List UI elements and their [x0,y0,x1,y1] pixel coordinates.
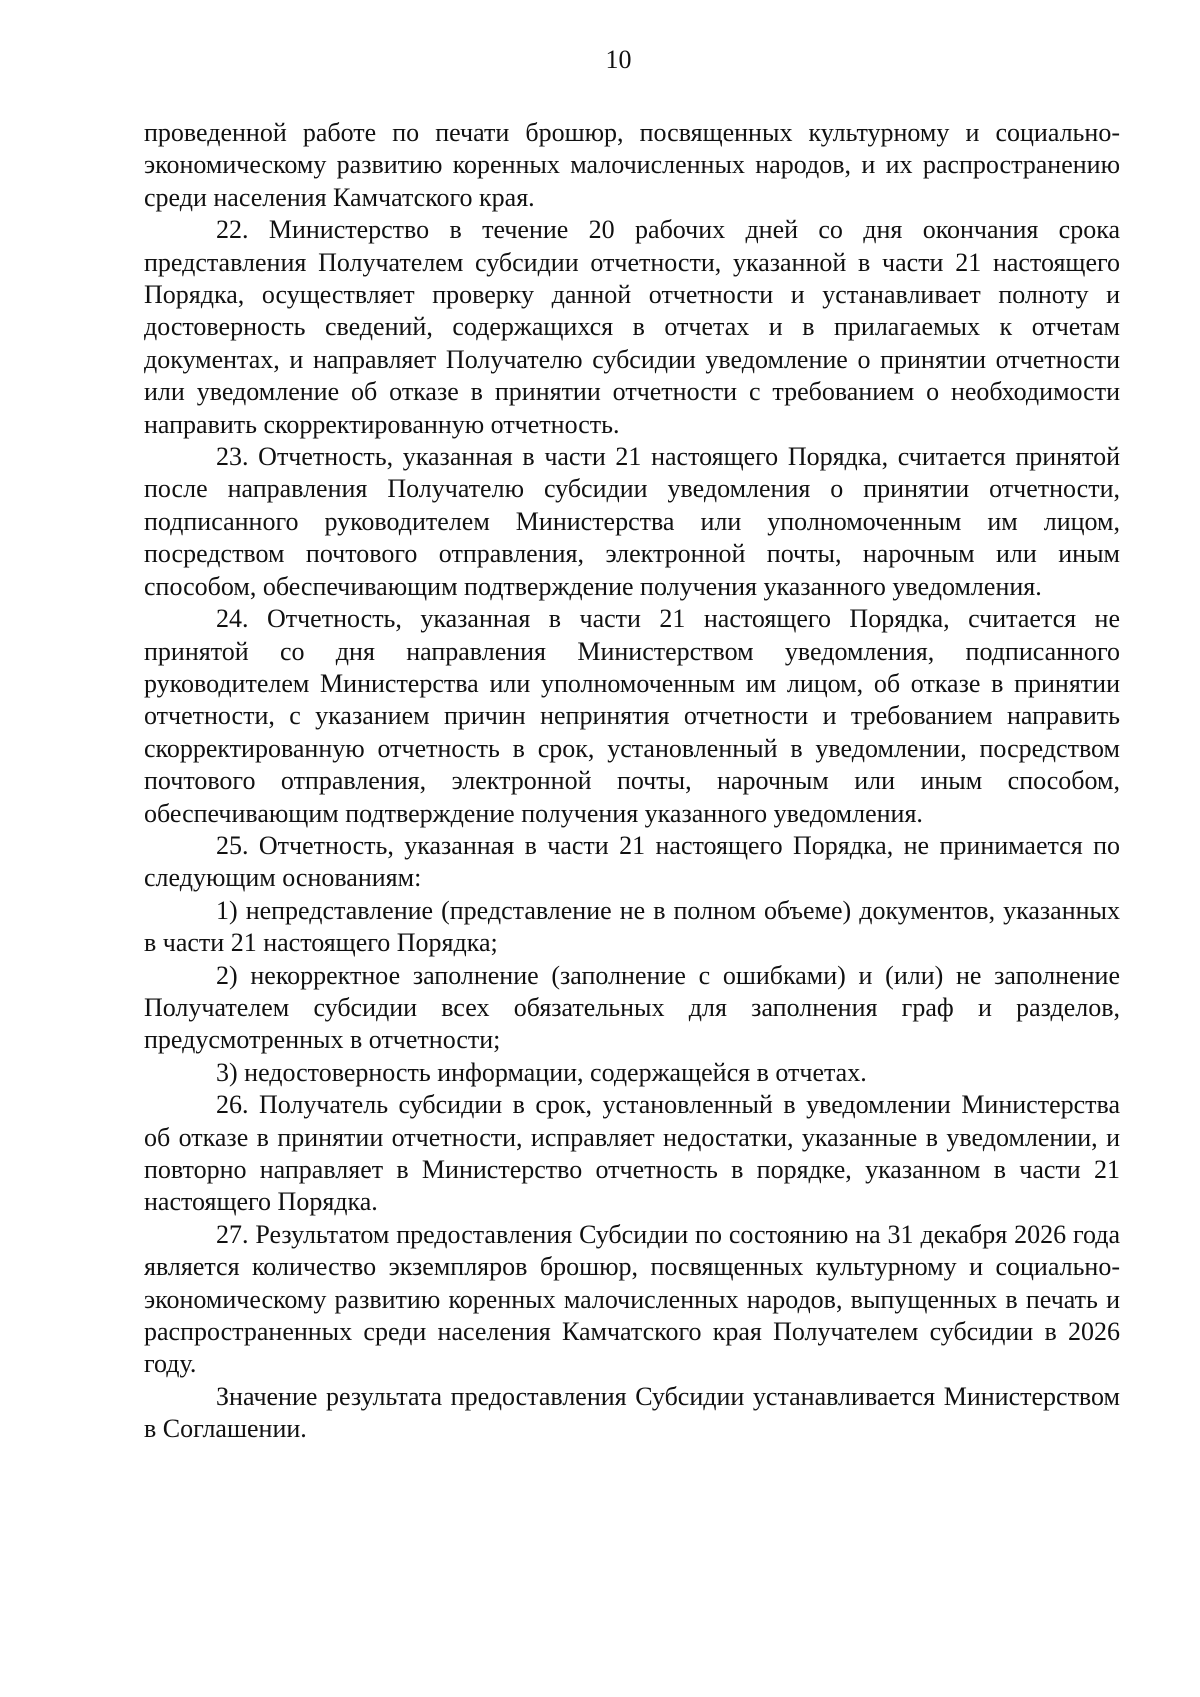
paragraph-item-27: 27. Результатом предоставления Субсидии по состоянию на 31 декабря 2026 года является количество экземпляров брошюр, посвященных культурному и социально-экономическому развитию коренных малочисленных народов, выпущенных в печать и распространенных среди населения Камчатского края Получателем субсидии в 2026 году. [144,1219,1120,1379]
paragraph-item-24: 24. Отчетность, указанная в части 21 настоящего Порядка, считается не принятой со дня направления Министерством уведомления, подписанного руководителем Министерства или уполномоченным им лицом, об отказе в принятии отчетности, с указанием причин непринятия отчетности и требованием направить скорректированную отчетность в срок, установленный в уведомлении, посредством почтового отправления, электронной почты, нарочным или иным способом, обеспечивающим подтверждение получения указанного уведомления. [144,604,1120,828]
paragraph-item-25-2: 2) некорректное заполнение (заполнение с ошибками) и (или) не заполнение Получателем субсидии всех обязательных для заполнения граф и разделов, предусмотренных в отчетности; [144,960,1120,1055]
paragraph-item-26: 26. Получатель субсидии в срок, установленный в уведомлении Министерства об отказе в принятии отчетности, исправляет недостатки, указанные в уведомлении, и повторно направляет в Министерство отчетность в порядке, указанном в части 21 настоящего Порядка. [144,1090,1120,1217]
document-body [144,117,1120,1446]
paragraph-item-23: 23. Отчетность, указанная в части 21 настоящего Порядка, считается принятой после направления Получателю субсидии уведомления о принятии отчетности, подписанного руководителем Министерства или уполномоченным им лицом, посредством почтового отправления, электронной почты, нарочным или иным способом, обеспечивающим подтверждение получения указанного уведомления. [144,442,1120,601]
paragraph-item-25-3: 3) недостоверность информации, содержащейся в отчетах. [216,1057,867,1087]
paragraph-item-27-value: Значение результата предоставления Субсидии устанавливается Министерством в Соглашении. [144,1381,1120,1444]
paragraph-item-25: 25. Отчетность, указанная в части 21 настоящего Порядка, не принимается по следующим основаниям: [144,830,1120,893]
paragraph-item-25-1: 1) непредставление (представление не в полном объеме) документов, указанных в части 21 настоящего Порядка; [144,895,1120,958]
paragraph-item-22: 22. Министерство в течение 20 рабочих дней со дня окончания срока представления Получателем субсидии отчетности, указанной в части 21 настоящего Порядка, осуществляет проверку данной отчетности и устанавливает полноту и достоверность сведений, содержащихся в отчетах и в прилагаемых к отчетам документах, и направляет Получателю субсидии уведомление о принятии отчетности или уведомление об отказе в принятии отчетности с требованием о необходимости направить скорректированную отчетность. [144,215,1120,439]
page-number: 10 [605,45,632,74]
paragraph-continuation: проведенной работе по печати брошюр, посвященных культурному и социально-экономическому развитию коренных малочисленных народов, и их распространению среди населения Камчатского края. [144,118,1120,212]
